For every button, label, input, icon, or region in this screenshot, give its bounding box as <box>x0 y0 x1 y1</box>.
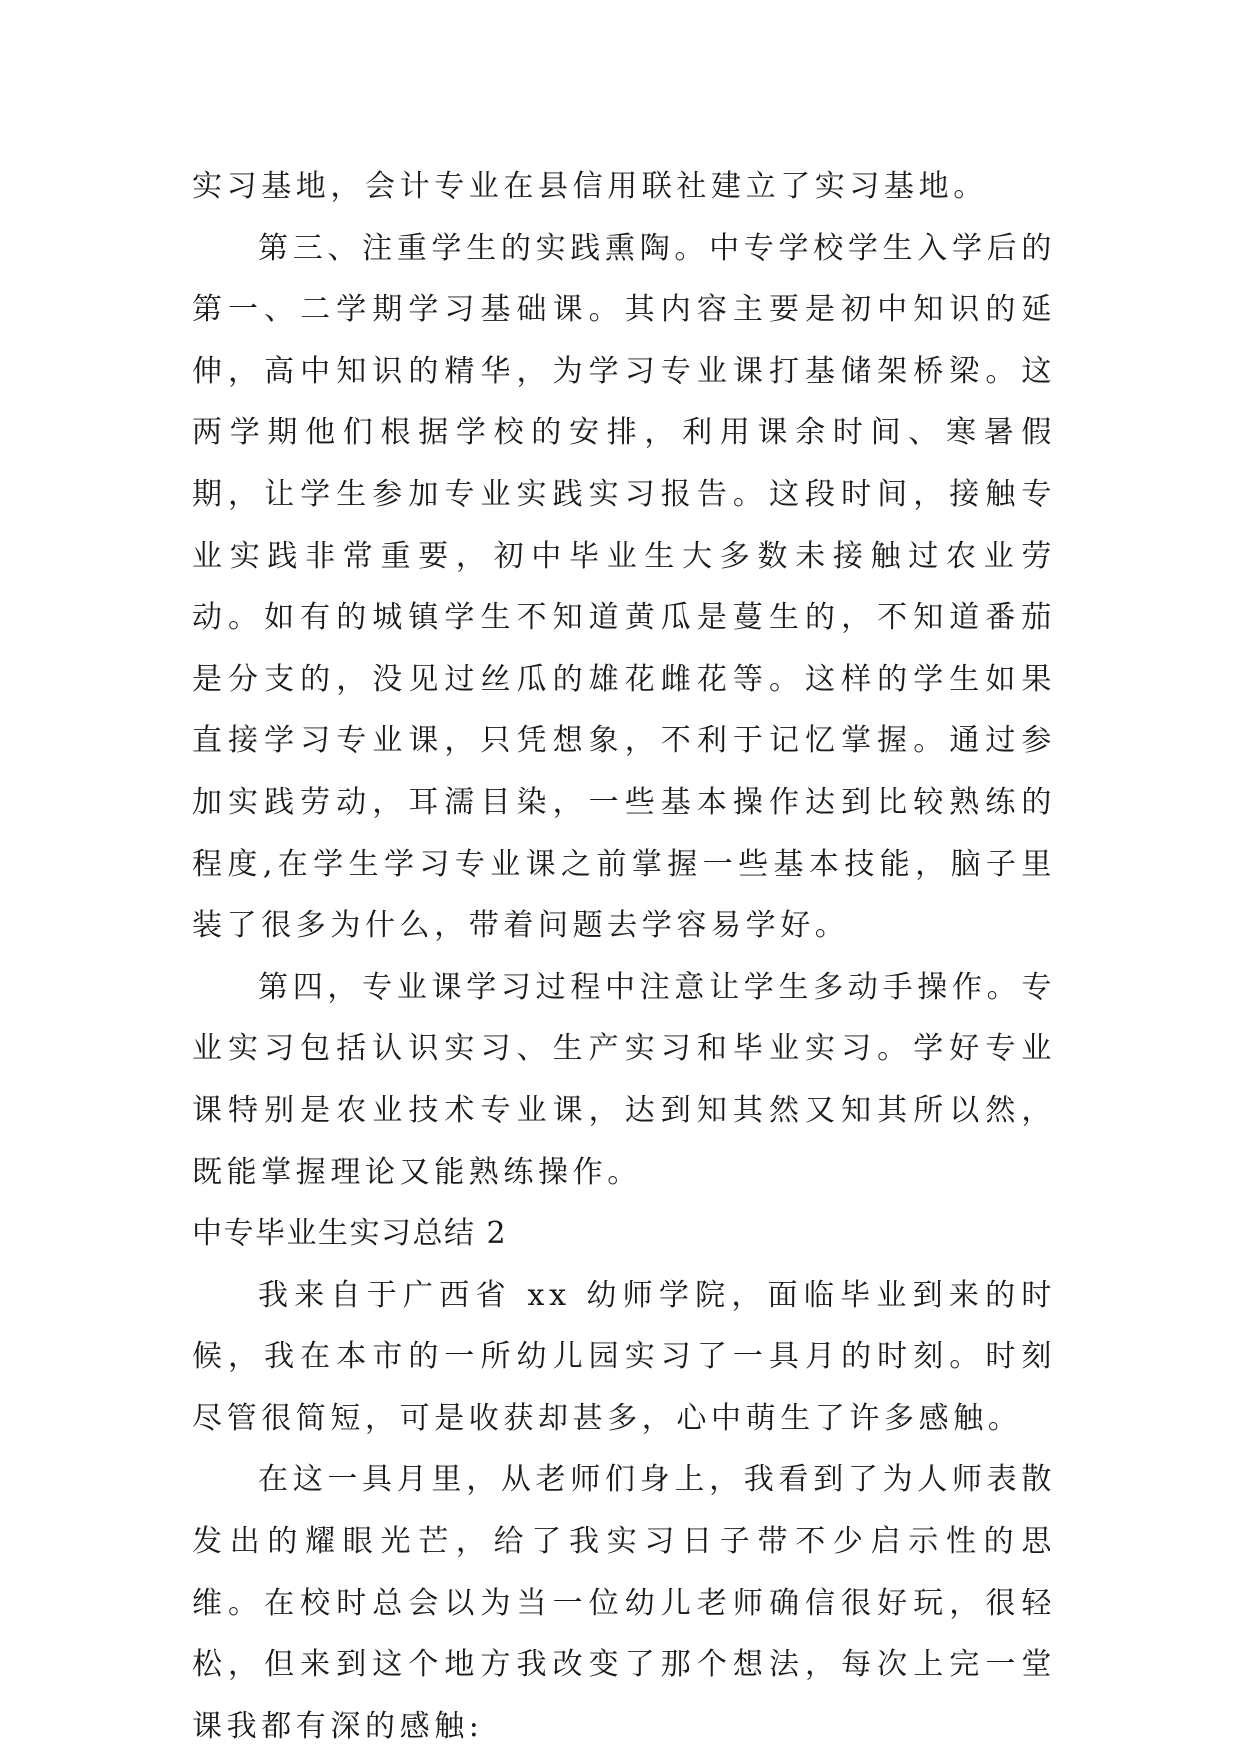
paragraph-continuation: 实习基地，会计专业在县信用联社建立了实习基地。 <box>192 169 988 204</box>
paragraph-hands-on-operation: 第四，专业课学习过程中注意让学生多动手操作。专业实习包括认识实习、生产实习和毕业实习。学好专业课特别是农业技术专业课，达到知其然又知其所以然，既能掌握理论又能熟练操作。 <box>192 969 1056 1190</box>
document-body <box>192 156 1056 1757</box>
paragraph-introduction: 我来自于广西省 xx 幼师学院，面临毕业到来的时候，我在本市的一所幼儿园实习了一具月的时刻。时刻尽管很简短，可是收获却甚多，心中萌生了许多感触。 <box>192 1277 1056 1436</box>
paragraph-reflection: 在这一具月里，从老师们身上，我看到了为人师表散发出的耀眼光芒，给了我实习日子带不少启示性的思维。在校时总会以为当一位幼儿老师确信很好玩，很轻松，但来到这个地方我改变了那个想法，每次上完一堂课我都有深的感触: <box>192 1462 1056 1744</box>
paragraph-practice-influence: 第三、注重学生的实践熏陶。中专学校学生入学后的第一、二学期学习基础课。其内容主要是初中知识的延伸，高中知识的精华，为学习专业课打基储架桥梁。这两学期他们根据学校的安排，利用课余时间、寒暑假期，让学生参加专业实践实习报告。这段时间，接触专业实践非常重要，初中毕业生大多数未接触过农业劳动。如有的城镇学生不知道黄瓜是蔓生的，不知道番茄是分支的，没见过丝瓜的雄花雌花等。这样的学生如果直接学习专业课，只凭想象，不利于记忆掌握。通过参加实践劳动，耳濡目染，一些基本操作达到比较熟练的程度,在学生学习专业课之前掌握一些基本技能，脑子里装了很多为什么，带着问题去学容易学好。 <box>192 230 1056 944</box>
section-heading: 中专毕业生实习总结 2 <box>192 1216 508 1252</box>
